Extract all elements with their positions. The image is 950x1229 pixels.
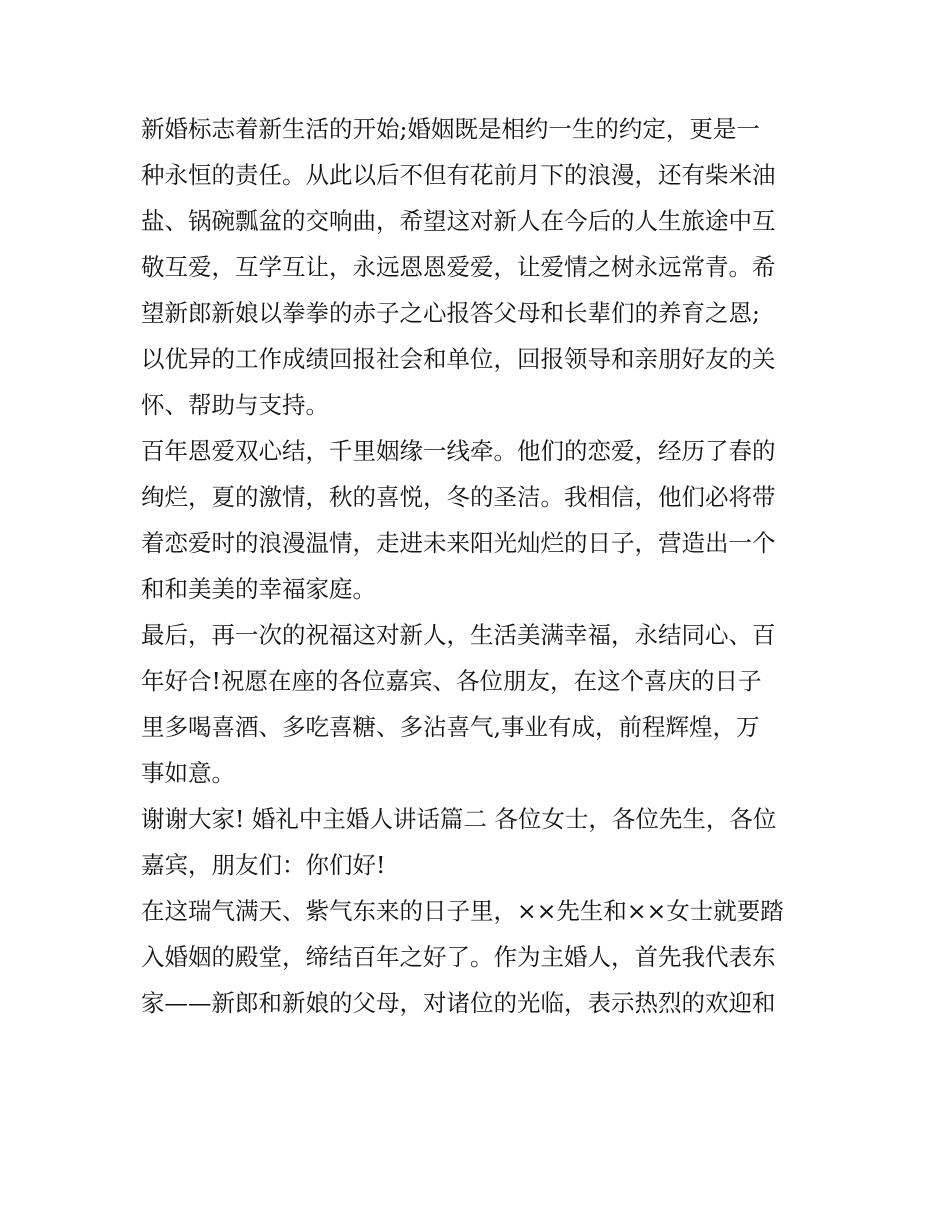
text-line: 家——新郎和新娘的父母，对诸位的光临，表示热烈的欢迎和 [141, 989, 776, 1017]
text-line: 以优异的工作成绩回报社会和单位，回报领导和亲朋好友的关 [141, 345, 776, 373]
text-line: 望新郎新娘以拳拳的赤子之心报答父母和长辈们的养育之恩; [141, 299, 760, 327]
text-line: 种永恒的责任。从此以后不但有花前月下的浪漫，还有柴米油 [141, 161, 776, 189]
text-line: 年好合!祝愿在座的各位嘉宾、各位朋友，在这个喜庆的日子 [141, 667, 762, 695]
text-line: 怀、帮助与支持。 [141, 391, 329, 419]
text-line: 绚烂，夏的激情，秋的喜悦，冬的圣洁。我相信，他们必将带 [141, 483, 776, 511]
text-line: 谢谢大家! 婚礼中主婚人讲话篇二 各位女士，各位先生，各位 [141, 805, 777, 833]
text-line: 新婚标志着新生活的开始;婚姻既是相约一生的约定，更是一 [141, 115, 760, 143]
text-line: 和和美美的幸福家庭。 [141, 575, 376, 603]
text-line: 最后，再一次的祝福这对新人，生活美满幸福，永结同心、百 [141, 621, 776, 649]
text-line: 百年恩爱双心结，千里姻缘一线牵。他们的恋爱，经历了春的 [141, 437, 776, 465]
document-body [141, 106, 821, 1026]
text-line: 在这瑞气满天、紫气东来的日子里，××先生和××女士就要踏 [141, 897, 784, 925]
text-line: 事如意。 [141, 759, 235, 787]
text-line: 里多喝喜酒、多吃喜糖、多沾喜气,事业有成，前程辉煌，万 [141, 713, 760, 741]
text-line: 入婚姻的殿堂，缔结百年之好了。作为主婚人，首先我代表东 [141, 943, 776, 971]
text-line: 嘉宾，朋友们：你们好! [141, 851, 386, 879]
text-line: 着恋爱时的浪漫温情，走进未来阳光灿烂的日子，营造出一个 [141, 529, 776, 557]
text-line: 敬互爱，互学互让，永远恩恩爱爱，让爱情之树永远常青。希 [141, 253, 776, 281]
text-line: 盐、锅碗瓢盆的交响曲，希望这对新人在今后的人生旅途中互 [141, 207, 776, 235]
